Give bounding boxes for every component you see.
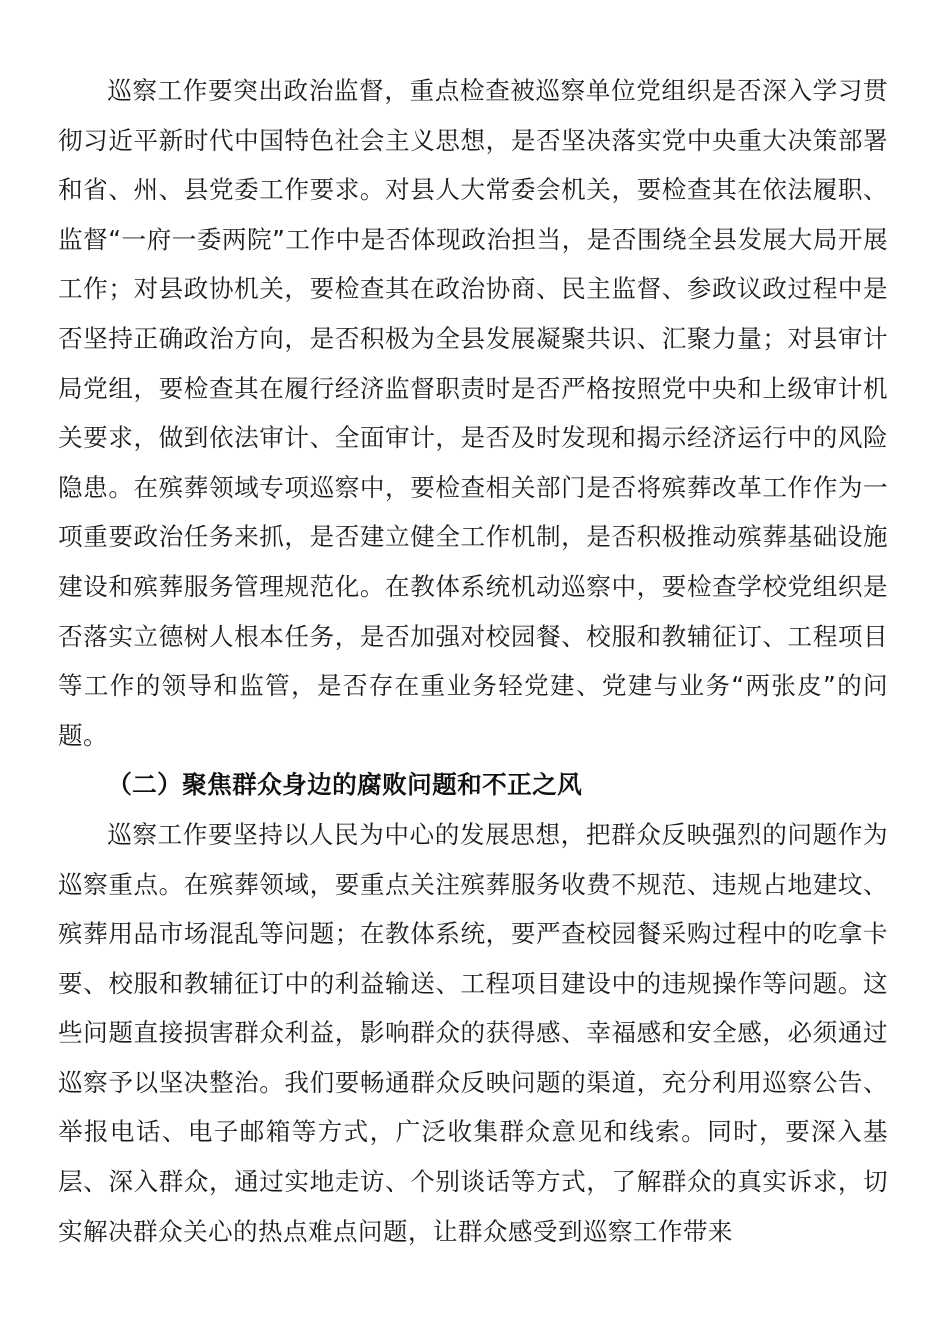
paragraph-people-centered: 巡察工作要坚持以人民为中心的发展思想，把群众反映强烈的问题作为巡察重点。在殡葬领域，要重点关注殡葬服务收费不规范、违规占地建坟、殡葬用品市场混乱等问题；在教体系统，要严查校园餐采购过程中的吃拿卡要、校服和教辅征订中的利益输送、工程项目建设中的违规操作等问题。这些问题直接损害群众利益，影响群众的获得感、幸福感和安全感，必须通过巡察予以坚决整治。我们要畅通群众反映问题的渠道，充分利用巡察公告、举报电话、电子邮箱等方式，广泛收集群众意见和线索。同时，要深入基层、深入群众，通过实地走访、个别谈话等方式，了解群众的真实诉求，切实解决群众关心的热点难点问题，让群众感受到巡察工作带来 (58, 819, 888, 1246)
section-heading-2: （二）聚焦群众身边的腐败问题和不正之风 (107, 770, 583, 800)
paragraph-political-supervision: 巡察工作要突出政治监督，重点检查被巡察单位党组织是否深入学习贯彻习近平新时代中国特色社会主义思想，是否坚决落实党中央重大决策部署和省、州、县党委工作要求。对县人大常委会机关，要检查其在依法履职、监督“一府一委两院”工作中是否体现政治担当，是否围绕全县发展大局开展工作；对县政协机关，要检查其在政治协商、民主监督、参政议政过程中是否坚持正确政治方向，是否积极为全县发展凝聚共识、汇聚力量；对县审计局党组，要检查其在履行经济监督职责时是否严格按照党中央和上级审计机关要求，做到依法审计、全面审计，是否及时发现和揭示经济运行中的风险隐患。在殡葬领域专项巡察中，要检查相关部门是否将殡葬改革工作作为一项重要政治任务来抓，是否建立健全工作机制，是否积极推动殡葬基础设施建设和殡葬服务管理规范化。在教体系统机动巡察中，要检查学校党组织是否落实立德树人根本任务，是否加强对校园餐、校服和教辅征订、工程项目等工作的领导和监管，是否存在重业务轻党建、党建与业务“两张皮”的问题。 (58, 76, 888, 750)
document-body (58, 66, 888, 1256)
